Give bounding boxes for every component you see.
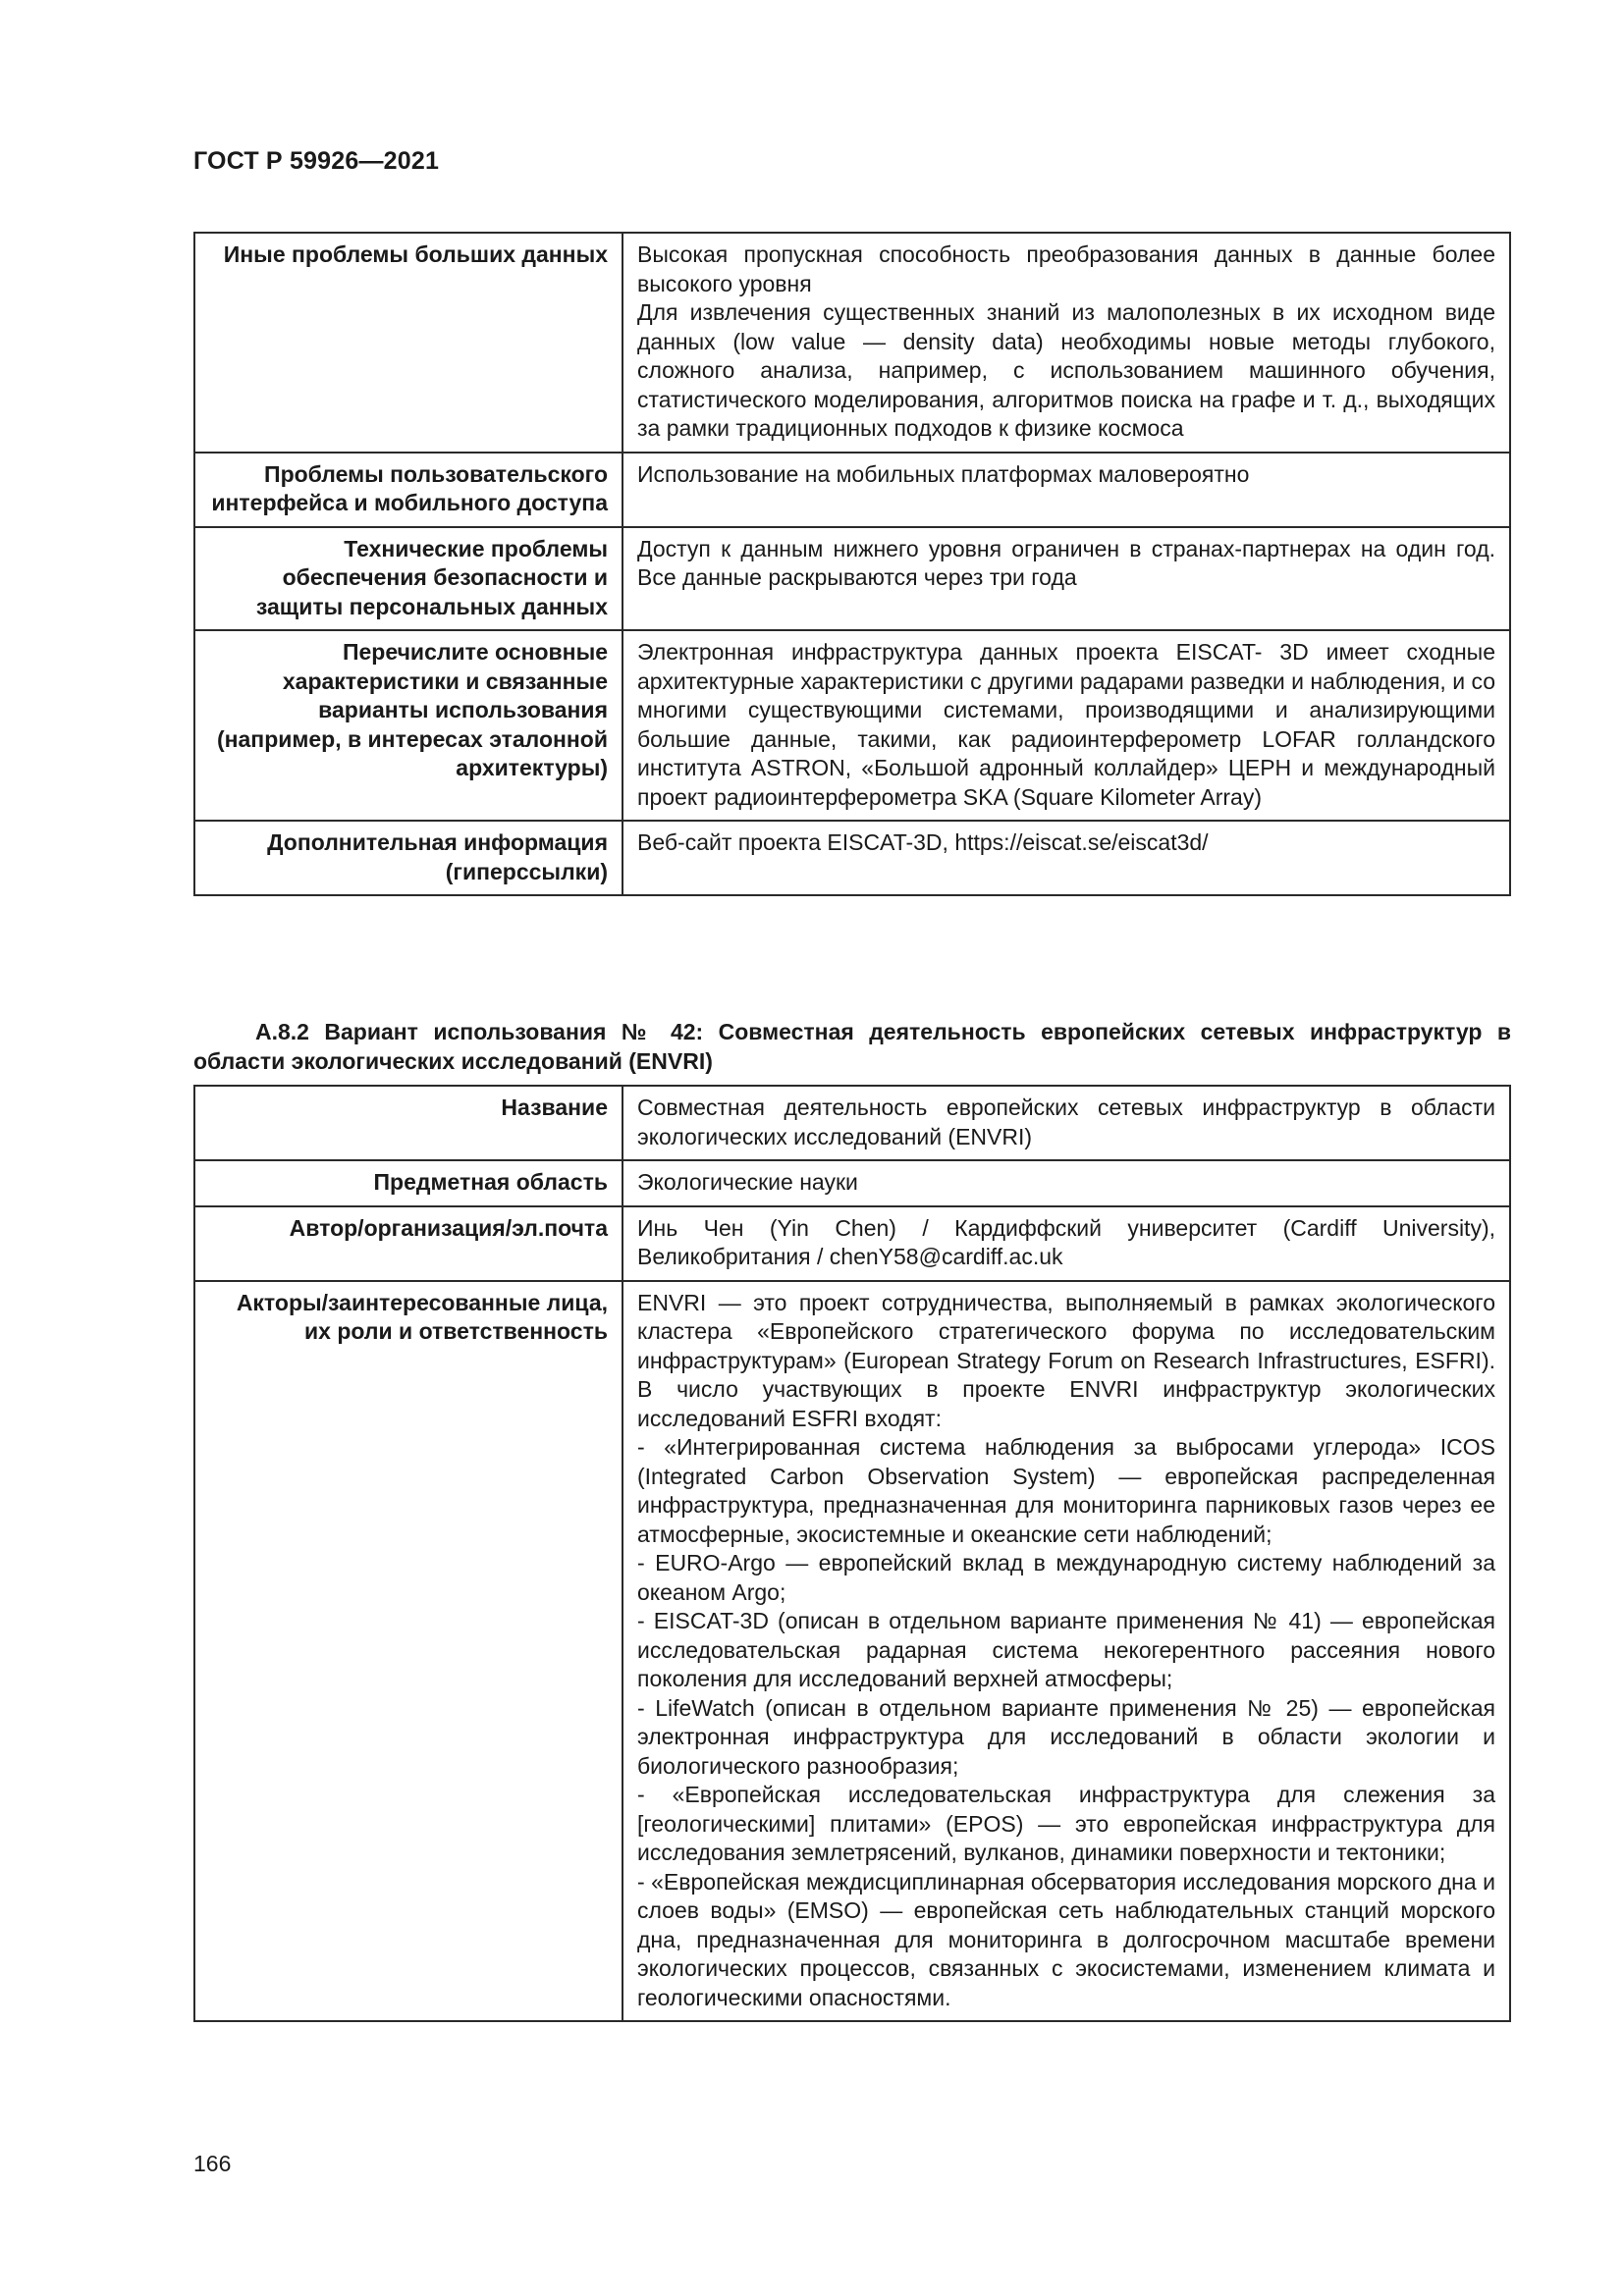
row-value — [623, 1206, 1510, 1281]
row-value — [623, 233, 1510, 453]
section-heading: А.8.2 Вариант использования № 42: Совместная деятельность европейских сетевых инфраструктур в области экологических исследований (ENVRI) — [193, 1019, 1511, 1074]
table-row — [194, 1206, 1510, 1281]
row-label: Название — [194, 1086, 623, 1160]
row-label: Акторы/заинтересованные лица, их роли и ответственность — [194, 1281, 623, 2022]
value-paragraph: Для извлечения существенных знаний из малополезных в их исходном виде данных (low value — density data) необходимы новые методы глубокого, сложного анализа, например, с использованием машинного обучения, статистического моделирования, алгоритмов поиска на графе и т. д., выходящих за рамки традиционных подходов к физике космоса — [637, 299, 1495, 441]
row-value — [623, 821, 1510, 895]
use-case-42-table — [193, 1085, 1511, 2022]
row-label: Иные проблемы больших данных — [194, 233, 623, 453]
value-paragraph: Доступ к данным нижнего уровня ограничен в странах-партнерах на один год. Все данные раскрываются через три года — [637, 535, 1495, 590]
table-row — [194, 1160, 1510, 1206]
table-row — [194, 233, 1510, 453]
value-paragraph: Экологические науки — [637, 1169, 858, 1195]
document-code-header: ГОСТ Р 59926—2021 — [193, 147, 440, 175]
table-row — [194, 527, 1510, 631]
table-row — [194, 1281, 1510, 2022]
value-paragraph: Высокая пропускная способность преобразования данных в данные более высокого уровня — [637, 241, 1495, 296]
row-value — [623, 630, 1510, 821]
row-label: Перечислите основные характеристики и связанные варианты использования (например, в интересах эталонной архитектуры) — [194, 630, 623, 821]
value-paragraph: Электронная инфраструктура данных проекта EISCAT- 3D имеет сходные архитектурные характеристики с другими радарами разведки и наблюдения, и со многими существующими системами, производящими и анализирующими большие данные, такими, как радиоинтерферометр LOFAR голландского института ASTRON, «Большой адронный коллайдер» ЦЕРН и международный проект радиоинтерферометра SKA (Square Kilometer Array) — [637, 639, 1495, 810]
page-number: 166 — [193, 2151, 232, 2176]
row-value — [623, 527, 1510, 631]
row-value — [623, 1281, 1510, 2022]
value-paragraph: - «Европейская исследовательская инфраструктура для слежения за [геологическими] плитами» (EPOS) — это европейская инфраструктура для исследования землетрясений, вулканов, динамики поверхности и тектоники; — [637, 1782, 1495, 1865]
value-paragraph: ENVRI — это проект сотрудничества, выполняемый в рамках экологического кластера «Европейского стратегического форума по исследовательским инфраструктурам» (European Strategy Forum on Research Infrastructures, ESFRI). В число участвующих в проекте ENVRI инфраструктур экологических исследований ESFRI входят: — [637, 1289, 1495, 1431]
row-label: Дополнительная информация (гиперссылки) — [194, 821, 623, 895]
table-row — [194, 1086, 1510, 1160]
value-paragraph: - EURO-Argo — европейский вклад в международную систему наблюдений за океаном Argo; — [637, 1550, 1495, 1605]
value-paragraph: - «Интегрированная система наблюдения за выбросами углерода» ICOS (Integrated Carbon Observation System) — европейская распределенная инфраструктура, предназначенная для мониторинга парниковых газов через ее атмосферные, экосистемные и океанские сети наблюдений; — [637, 1434, 1495, 1547]
value-paragraph: - «Европейская междисциплинарная обсерватория исследования морского дна и слоев воды» (EMSO) — европейская сеть наблюдательных станций морского дна, предназначенная для мониторинга в долгосрочном масштабе времени экологических процессов, связанных с экосистемами, изменением климата и геологическими опасностями. — [637, 1868, 1495, 2010]
value-paragraph: Использование на мобильных платформах маловероятно — [637, 460, 1250, 487]
value-paragraph: - EISCAT-3D (описан в отдельном варианте применения № 41) — европейская исследовательская радарная система некогерентного рассеяния нового поколения для исследований верхней атмосферы; — [637, 1608, 1495, 1691]
value-paragraph: - LifeWatch (описан в отдельном варианте применения № 25) — европейская электронная инфраструктура для исследований в области экологии и биологического разнообразия; — [637, 1694, 1495, 1779]
row-label: Технические проблемы обеспечения безопасности и защиты персональных данных — [194, 527, 623, 631]
value-paragraph: Инь Чен (Yin Chen) / Кардиффский университет (Cardiff University), Великобритания / chenY58@cardiff.ac.uk — [637, 1214, 1495, 1269]
table-row — [194, 453, 1510, 527]
row-label: Автор/организация/эл.почта — [194, 1206, 623, 1281]
table-row — [194, 630, 1510, 821]
row-value — [623, 453, 1510, 527]
row-value — [623, 1160, 1510, 1206]
value-paragraph: Совместная деятельность европейских сетевых инфраструктур в области экологических исследований (ENVRI) — [637, 1095, 1495, 1149]
table-row — [194, 821, 1510, 895]
row-label: Предметная область — [194, 1160, 623, 1206]
row-value — [623, 1086, 1510, 1160]
use-case-41-table-continued — [193, 232, 1511, 896]
value-paragraph: Веб-сайт проекта EISCAT-3D, https://eiscat.se/eiscat3d/ — [637, 829, 1209, 855]
row-label: Проблемы пользовательского интерфейса и мобильного доступа — [194, 453, 623, 527]
